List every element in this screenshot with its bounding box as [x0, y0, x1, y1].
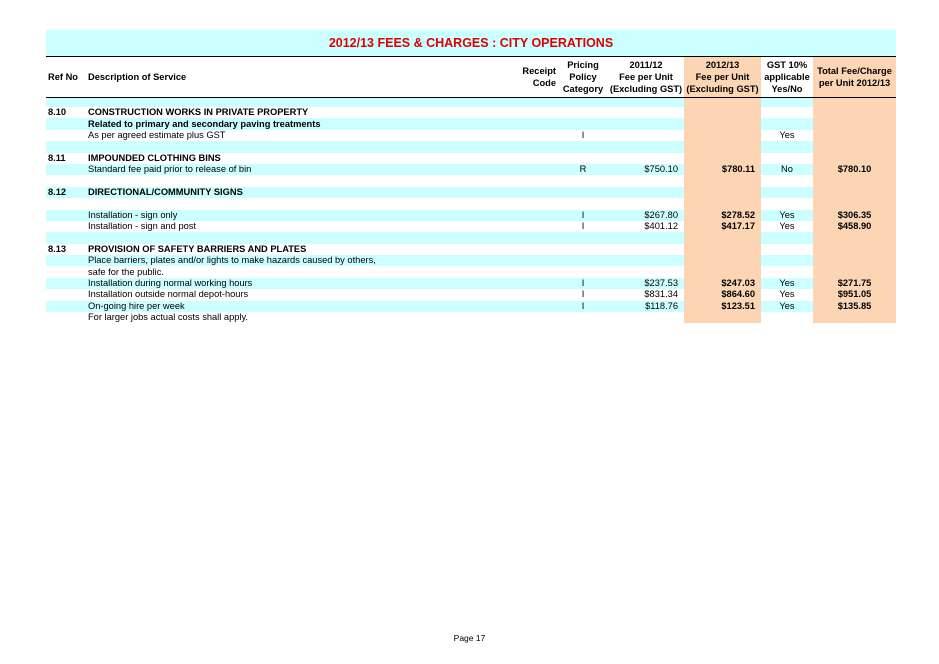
gst-cell — [761, 98, 813, 108]
document-title: 2012/13 FEES & CHARGES : CITY OPERATIONS — [46, 30, 896, 57]
receipt-code-cell — [512, 98, 558, 108]
table-row — [46, 153, 896, 164]
total-fee-cell: $458.90 — [813, 221, 896, 232]
gst-cell: Yes — [761, 221, 813, 232]
total-fee-cell — [813, 244, 896, 255]
table-row — [46, 210, 896, 221]
pricing-category-cell — [558, 266, 608, 277]
fee-2012-13-cell — [684, 244, 761, 255]
ref-cell — [46, 130, 88, 141]
total-fee-cell — [813, 118, 896, 129]
fee-2012-13-cell: $864.60 — [684, 289, 761, 300]
fee-2011-12-cell: $237.53 — [608, 278, 684, 289]
gst-cell — [761, 232, 813, 243]
pricing-category-cell — [558, 118, 608, 129]
total-fee-cell — [813, 198, 896, 209]
receipt-code-cell — [512, 153, 558, 164]
ref-cell: 8.13 — [46, 244, 88, 255]
total-fee-cell — [813, 130, 896, 141]
receipt-code-cell — [512, 141, 558, 152]
ref-cell — [46, 266, 88, 277]
description-cell: PROVISION OF SAFETY BARRIERS AND PLATES — [88, 244, 512, 255]
receipt-code-cell — [512, 266, 558, 277]
fee-2011-12-cell: $401.12 — [608, 221, 684, 232]
fee-2012-13-cell — [684, 130, 761, 141]
table-row — [46, 118, 896, 129]
fee-2012-13-cell — [684, 107, 761, 118]
receipt-code-cell — [512, 130, 558, 141]
gst-cell: Yes — [761, 301, 813, 312]
fee-2011-12-cell — [608, 141, 684, 152]
table-row — [46, 187, 896, 198]
description-cell: As per agreed estimate plus GST — [88, 130, 512, 141]
total-fee-cell — [813, 255, 896, 266]
fee-2012-13-cell — [684, 175, 761, 186]
ref-cell — [46, 164, 88, 175]
description-cell: CONSTRUCTION WORKS IN PRIVATE PROPERTY — [88, 107, 512, 118]
total-fee-cell: $780.10 — [813, 164, 896, 175]
table-row — [46, 301, 896, 312]
pricing-category-cell: I — [558, 130, 608, 141]
gst-cell — [761, 153, 813, 164]
table-row — [46, 164, 896, 175]
total-fee-cell — [813, 232, 896, 243]
gst-cell: Yes — [761, 289, 813, 300]
total-fee-cell: $306.35 — [813, 210, 896, 221]
gst-cell: Yes — [761, 278, 813, 289]
total-fee-cell: $135.85 — [813, 301, 896, 312]
header-ref: Ref No — [48, 72, 78, 82]
description-cell — [88, 232, 512, 243]
gst-cell — [761, 141, 813, 152]
header-total-fee: Total Fee/Charge per Unit 2012/13 — [813, 57, 896, 98]
fee-2012-13-cell — [684, 255, 761, 266]
fees-table-body — [46, 98, 896, 324]
table-row — [46, 278, 896, 289]
header-pricing-policy: Pricing Policy Category — [562, 60, 604, 94]
fee-2011-12-cell — [608, 130, 684, 141]
description-cell: Installation outside normal depot-hours — [88, 289, 512, 300]
table-row — [46, 98, 896, 108]
table-row — [46, 244, 896, 255]
pricing-category-cell: I — [558, 210, 608, 221]
receipt-code-cell — [512, 210, 558, 221]
fee-2011-12-cell — [608, 232, 684, 243]
fee-2011-12-cell — [608, 244, 684, 255]
table-row — [46, 289, 896, 300]
fees-document — [46, 30, 896, 323]
header-fee-2012-13: 2012/13 Fee per Unit (Excluding GST) — [684, 57, 761, 98]
total-fee-cell — [813, 312, 896, 323]
pricing-category-cell — [558, 244, 608, 255]
total-fee-cell — [813, 266, 896, 277]
description-cell: safe for the public. — [88, 266, 512, 277]
fee-2011-12-cell — [608, 107, 684, 118]
ref-cell — [46, 98, 88, 108]
ref-cell: 8.12 — [46, 187, 88, 198]
receipt-code-cell — [512, 289, 558, 300]
description-cell: Installation - sign and post — [88, 221, 512, 232]
receipt-code-cell — [512, 175, 558, 186]
fee-2012-13-cell: $780.11 — [684, 164, 761, 175]
fee-2011-12-cell — [608, 187, 684, 198]
table-row — [46, 312, 896, 323]
pricing-category-cell: R — [558, 164, 608, 175]
ref-cell — [46, 289, 88, 300]
gst-cell — [761, 198, 813, 209]
table-row — [46, 255, 896, 266]
gst-cell — [761, 312, 813, 323]
ref-cell — [46, 312, 88, 323]
table-row — [46, 107, 896, 118]
ref-cell — [46, 278, 88, 289]
description-cell: DIRECTIONAL/COMMUNITY SIGNS — [88, 187, 512, 198]
fee-2011-12-cell — [608, 255, 684, 266]
table-row — [46, 141, 896, 152]
pricing-category-cell — [558, 175, 608, 186]
receipt-code-cell — [512, 255, 558, 266]
fee-2012-13-cell — [684, 187, 761, 198]
description-cell — [88, 198, 512, 209]
receipt-code-cell — [512, 301, 558, 312]
description-cell: Related to primary and secondary paving treatments — [88, 118, 512, 129]
gst-cell — [761, 175, 813, 186]
gst-cell — [761, 266, 813, 277]
fee-2011-12-cell — [608, 198, 684, 209]
pricing-category-cell — [558, 141, 608, 152]
description-cell — [88, 141, 512, 152]
fee-2011-12-cell — [608, 312, 684, 323]
gst-cell: No — [761, 164, 813, 175]
receipt-code-cell — [512, 198, 558, 209]
description-cell: Installation during normal working hours — [88, 278, 512, 289]
ref-cell — [46, 301, 88, 312]
fee-2012-13-cell — [684, 118, 761, 129]
fee-2012-13-cell: $417.17 — [684, 221, 761, 232]
pricing-category-cell: I — [558, 221, 608, 232]
description-cell — [88, 175, 512, 186]
ref-cell — [46, 198, 88, 209]
fee-2011-12-cell — [608, 118, 684, 129]
total-fee-cell: $271.75 — [813, 278, 896, 289]
total-fee-cell — [813, 98, 896, 108]
receipt-code-cell — [512, 118, 558, 129]
receipt-code-cell — [512, 278, 558, 289]
fee-2011-12-cell — [608, 98, 684, 108]
pricing-category-cell: I — [558, 301, 608, 312]
pricing-category-cell — [558, 153, 608, 164]
header-row — [46, 57, 896, 98]
fee-2012-13-cell — [684, 98, 761, 108]
fee-2012-13-cell: $247.03 — [684, 278, 761, 289]
total-fee-cell: $951.05 — [813, 289, 896, 300]
fee-2011-12-cell: $267.80 — [608, 210, 684, 221]
ref-cell — [46, 232, 88, 243]
description-cell: For larger jobs actual costs shall apply. — [88, 312, 512, 323]
receipt-code-cell — [512, 221, 558, 232]
gst-cell — [761, 255, 813, 266]
header-receipt-code: Receipt Code — [522, 66, 556, 88]
fee-2011-12-cell — [608, 153, 684, 164]
description-cell: Standard fee paid prior to release of bin — [88, 164, 512, 175]
description-cell: IMPOUNDED CLOTHING BINS — [88, 153, 512, 164]
total-fee-cell — [813, 107, 896, 118]
ref-cell — [46, 118, 88, 129]
receipt-code-cell — [512, 244, 558, 255]
fee-2011-12-cell — [608, 175, 684, 186]
fees-table — [46, 57, 896, 323]
receipt-code-cell — [512, 187, 558, 198]
fee-2012-13-cell — [684, 266, 761, 277]
ref-cell — [46, 255, 88, 266]
table-row — [46, 198, 896, 209]
pricing-category-cell — [558, 232, 608, 243]
gst-cell — [761, 107, 813, 118]
fee-2012-13-cell — [684, 232, 761, 243]
gst-cell — [761, 118, 813, 129]
table-row — [46, 266, 896, 277]
fee-2012-13-cell — [684, 198, 761, 209]
description-cell — [88, 98, 512, 108]
total-fee-cell — [813, 141, 896, 152]
fee-2011-12-cell: $118.76 — [608, 301, 684, 312]
ref-cell: 8.11 — [46, 153, 88, 164]
pricing-category-cell: I — [558, 289, 608, 300]
ref-cell — [46, 221, 88, 232]
fee-2011-12-cell — [608, 266, 684, 277]
pricing-category-cell — [558, 98, 608, 108]
pricing-category-cell — [558, 107, 608, 118]
pricing-category-cell — [558, 255, 608, 266]
gst-cell — [761, 187, 813, 198]
receipt-code-cell — [512, 164, 558, 175]
description-cell: Place barriers, plates and/or lights to make hazards caused by others, — [88, 255, 512, 266]
ref-cell: 8.10 — [46, 107, 88, 118]
header-fee-2011-12: 2011/12 Fee per Unit (Excluding GST) — [609, 60, 683, 94]
table-row — [46, 232, 896, 243]
receipt-code-cell — [512, 232, 558, 243]
description-cell: On-going hire per week — [88, 301, 512, 312]
gst-cell: Yes — [761, 130, 813, 141]
receipt-code-cell — [512, 107, 558, 118]
pricing-category-cell: I — [558, 278, 608, 289]
pricing-category-cell — [558, 312, 608, 323]
ref-cell — [46, 175, 88, 186]
fee-2012-13-cell — [684, 312, 761, 323]
fee-2012-13-cell: $123.51 — [684, 301, 761, 312]
header-gst: GST 10% applicable Yes/No — [764, 60, 810, 94]
table-row — [46, 221, 896, 232]
total-fee-cell — [813, 187, 896, 198]
receipt-code-cell — [512, 312, 558, 323]
header-description: Description of Service — [88, 72, 187, 82]
fee-2011-12-cell: $750.10 — [608, 164, 684, 175]
ref-cell — [46, 141, 88, 152]
gst-cell: Yes — [761, 210, 813, 221]
table-row — [46, 175, 896, 186]
page-number: Page 17 — [453, 633, 486, 643]
pricing-category-cell — [558, 198, 608, 209]
fee-2012-13-cell: $278.52 — [684, 210, 761, 221]
ref-cell — [46, 210, 88, 221]
fee-2012-13-cell — [684, 141, 761, 152]
fee-2012-13-cell — [684, 153, 761, 164]
total-fee-cell — [813, 175, 896, 186]
table-row — [46, 130, 896, 141]
description-cell: Installation - sign only — [88, 210, 512, 221]
total-fee-cell — [813, 153, 896, 164]
gst-cell — [761, 244, 813, 255]
pricing-category-cell — [558, 187, 608, 198]
fee-2011-12-cell: $831.34 — [608, 289, 684, 300]
